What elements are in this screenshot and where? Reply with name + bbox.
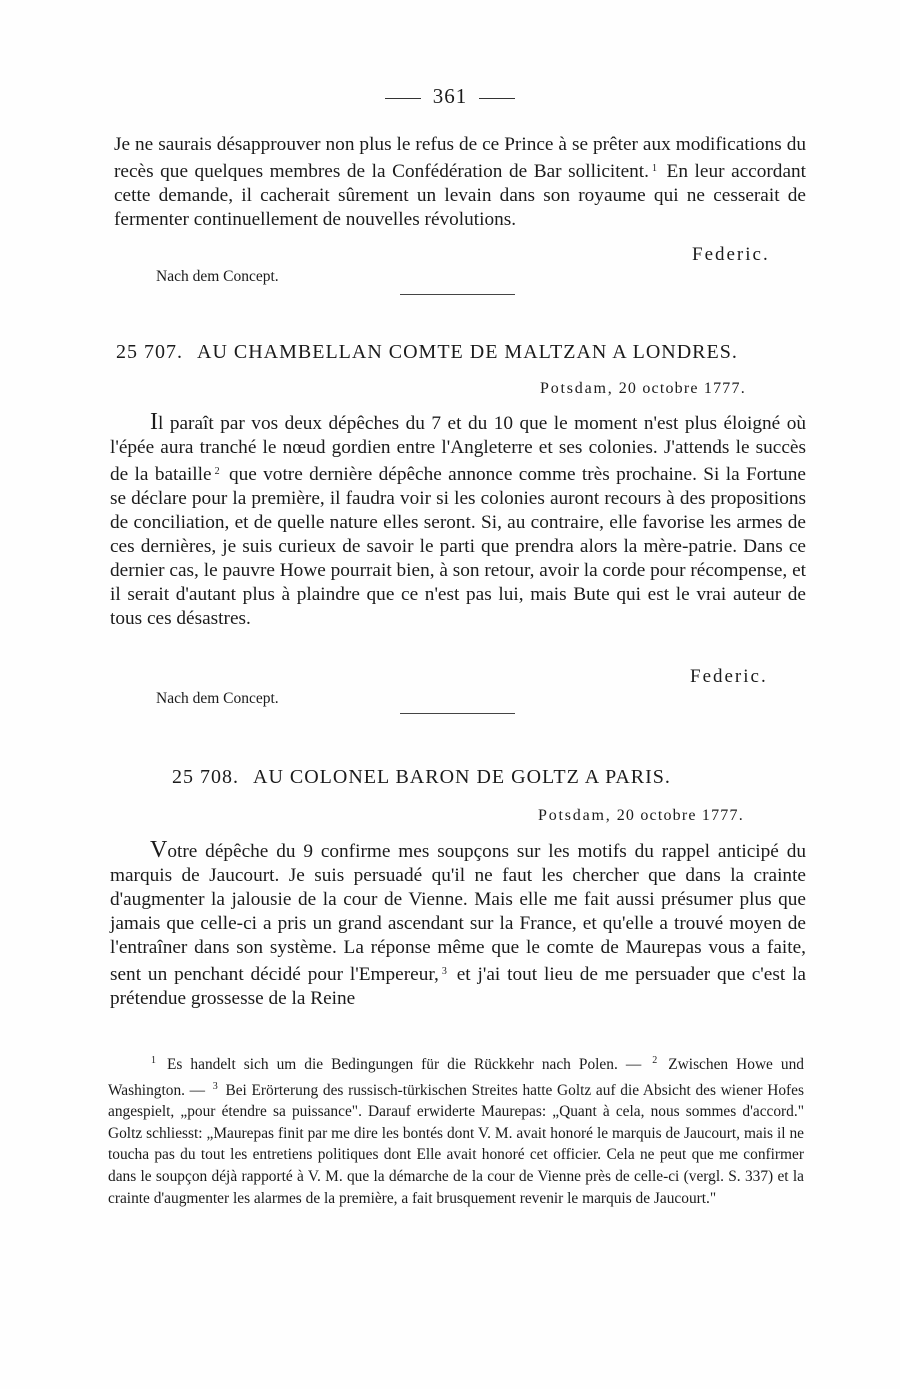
- letter-body-25708: [110, 838, 806, 1011]
- dateline-25708: [538, 807, 744, 825]
- dropcap: V: [150, 837, 168, 863]
- dateline-25707: [540, 380, 746, 398]
- footnote-mark-3: 3: [212, 1080, 218, 1092]
- footnotes: [108, 1050, 804, 1209]
- footnote-text-1: Es handelt sich um die Bedingungen für die Rückkehr nach Polen. —: [159, 1056, 650, 1073]
- letter-number: 25 708.: [172, 766, 239, 788]
- page-number: 361: [432, 84, 468, 108]
- continuation-text-1: Je ne saurais désapprouver non plus le refus de ce Prince à se prêter aux modifications du recès que quelques membres de la Confédération de Bar sollicitent.: [114, 134, 806, 182]
- dropcap: I: [150, 409, 158, 435]
- continuation-text-2: En leur accordant cette demande, il cacherait sûrement un levain dans son royaume qui ne cesserait de fermenter continuellement de nouvelles révolutions.: [114, 161, 807, 230]
- page-number-dash-left: [385, 98, 421, 99]
- dateline-date: 20 octobre 1777.: [616, 807, 744, 824]
- footnote-text-3: Bei Erörterung des russisch-türkischen Streites hatte Goltz auf die Absicht des wiener Hofes angespielt, „pour étendre sa puissance". Darauf erwiderte Maurepas: „Quant à cela, nous sommes d'accord." Goltz schliesst: „Maurepas finit par me dire les bontés dont V. M. avait honoré le marquis de Jaucourt, mais il ne toucha pas du tout les entretiens politiques dont Elle avait honoré cet officier. Cela ne peut que me confirmer dans le soupçon déjà rapporté à V. M. que la démarche de la cour de Vienne près de celle-ci (vergl. S. 337) et la crainte d'augmenter les alarmes de la première, a fait brusquement revenir le marquis de Jaucourt.": [108, 1081, 805, 1207]
- dateline-place: Potsdam,: [540, 380, 614, 397]
- footnote-mark-2: 2: [652, 1055, 658, 1066]
- page-number-line: [0, 84, 900, 109]
- signature-2: Federic.: [690, 666, 768, 687]
- letter-text-2: et j'ai tout lieu de me persuader que c'est la prétendue grossesse de la Reine: [110, 964, 806, 1009]
- footnote-text-2: Zwischen Howe und Washington. —: [108, 1056, 804, 1099]
- footnote-mark-1: 1: [151, 1055, 156, 1066]
- letter-heading-25708: [172, 766, 671, 789]
- dateline-date: 20 octobre 1777.: [618, 380, 746, 397]
- letter-number: 25 707.: [116, 341, 183, 363]
- section-rule-1: [400, 294, 515, 295]
- continuation-paragraph: [114, 133, 806, 232]
- page-number-dash-right: [479, 98, 515, 99]
- signature-1: Federic.: [692, 244, 770, 265]
- letter-text-1: otre dépêche du 9 confirme mes soupçons sur les motifs du rappel anticipé du marquis de Jaucourt. Je suis persuadé qu'il ne faut les chercher que dans la crainte d'augmenter la jalousie de la cour de Vienne. Mais elle me fait aussi présumer plus que jamais que celle-ci a pris un grand ascendant sur la France, et qu'elle a trouvé moyen de l'entraîner dans son système. La réponse même que le comte de Maurepas vous a faite, sent un penchant décidé pour l'Empereur,: [110, 841, 806, 985]
- footnote-ref-2: 2: [214, 466, 220, 477]
- footnote-ref-3: 3: [441, 966, 447, 977]
- source-note-2: Nach dem Concept.: [156, 690, 279, 707]
- letter-text-1: l paraît par vos deux dépêches du 7 et du 10 que le moment n'est plus éloigné où l'épée aura tranché le nœud gordien entre l'Angleterre et ses colonies. J'attends le succès de la bataille: [110, 413, 806, 485]
- letter-title: AU CHAMBELLAN COMTE DE MALTZAN A LONDRES.: [197, 341, 738, 363]
- source-note-1: Nach dem Concept.: [156, 268, 279, 285]
- letter-body-25707: [110, 410, 806, 631]
- section-rule-2: [400, 713, 515, 714]
- letter-title: AU COLONEL BARON DE GOLTZ A PARIS.: [253, 766, 671, 788]
- letter-heading-25707: [116, 341, 738, 364]
- dateline-place: Potsdam,: [538, 807, 612, 824]
- footnote-ref-1: 1: [652, 163, 657, 174]
- letter-text-2: que votre dernière dépêche annonce comme très prochaine. Si la Fortune se déclare pour la première, il faudra voir si les colonies auront recours à des propositions de conciliation, et de quelle nature elles seront. Si, au contraire, elle favorise les armes de ces dernières, je suis curieux de savoir le parti que prendra alors la mère-patrie. Dans ce dernier cas, le pauvre Howe pourrait bien, à son retour, avoir la corde pour récompense, et il serait d'autant plus à plaindre que ce n'est pas lui, mais Bute qui est le vrai auteur de tous ces désastres.: [110, 464, 806, 629]
